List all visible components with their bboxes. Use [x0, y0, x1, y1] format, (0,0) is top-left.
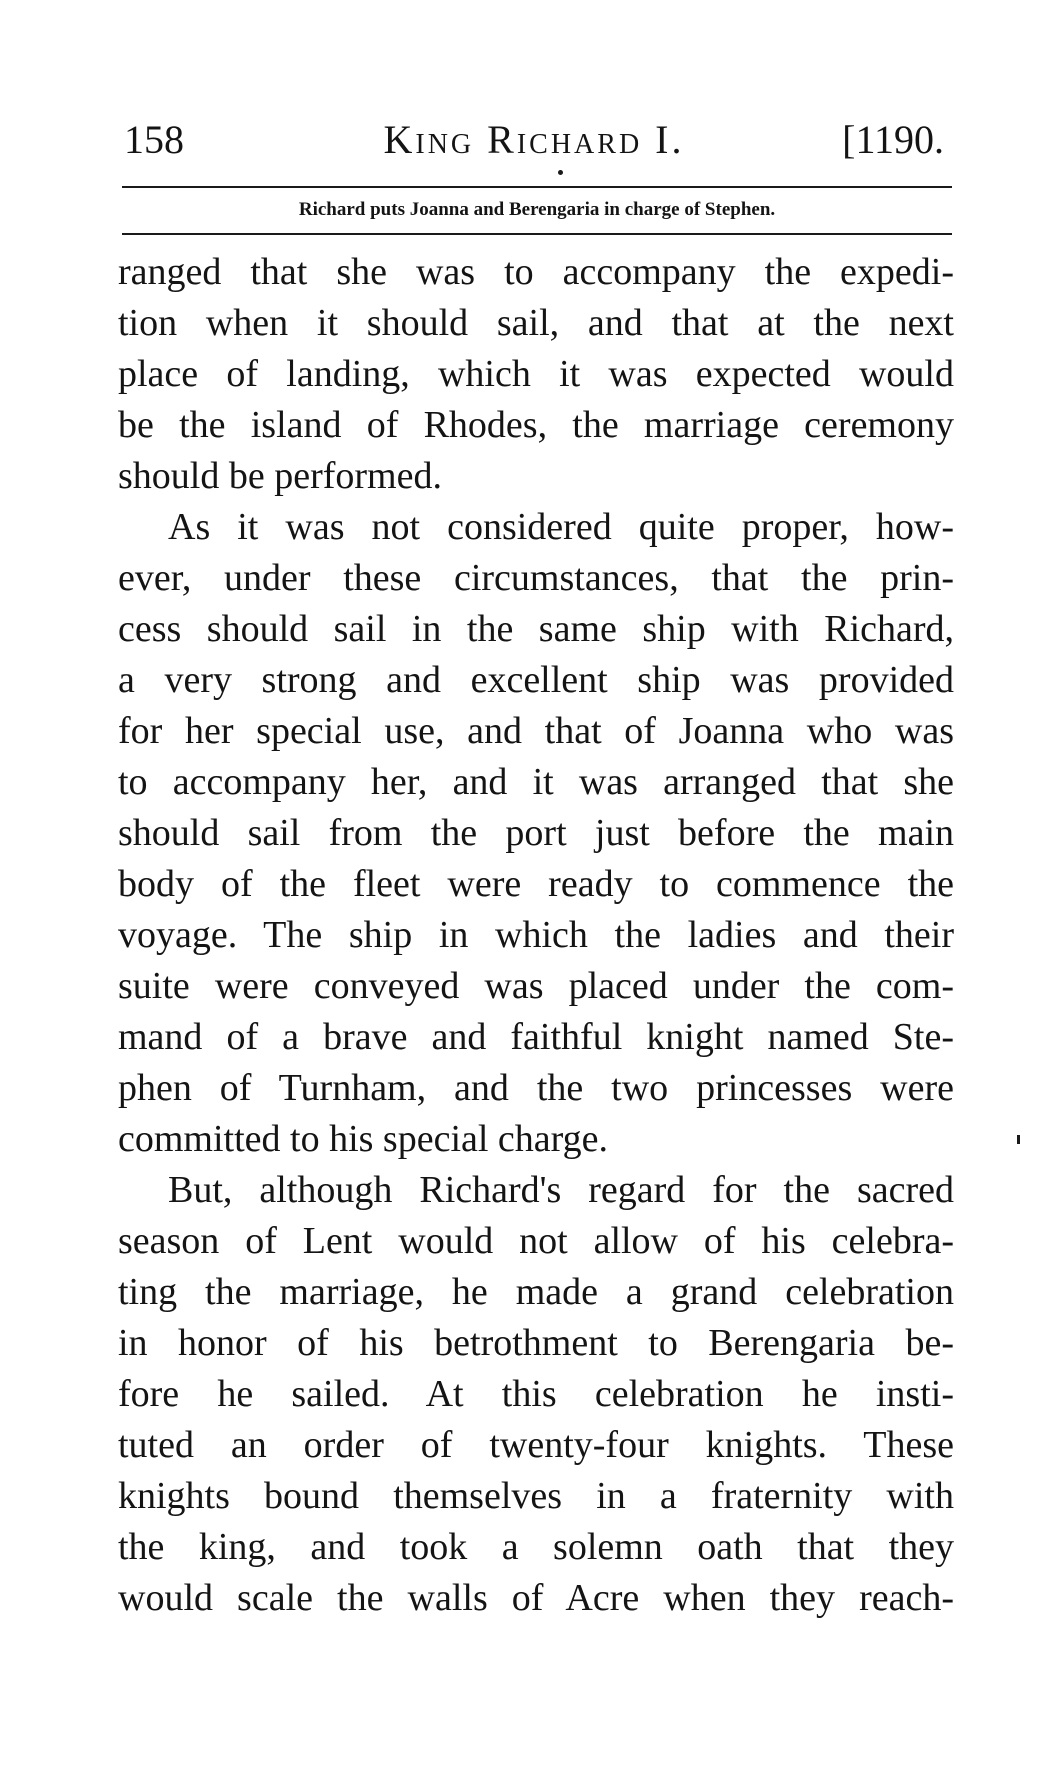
header-rule-top	[122, 186, 952, 188]
stray-ink-mark	[1017, 1135, 1020, 1144]
year-marker: [1190.	[842, 117, 944, 162]
text-line: in honor of his betrothment to Berengaria be-	[118, 1322, 954, 1364]
text-line: body of the fleet were ready to commence the	[118, 863, 954, 905]
text-line: As it was not considered quite proper, how-	[168, 506, 954, 548]
text-line: season of Lent would not allow of his celebra-	[118, 1220, 954, 1262]
text-line: to accompany her, and it was arranged that she	[118, 761, 954, 803]
text-line: knights bound themselves in a fraternity with	[118, 1475, 954, 1517]
text-line: would scale the walls of Acre when they reach-	[118, 1577, 954, 1619]
running-head	[116, 112, 952, 168]
text-line: mand of a brave and faithful knight named Ste-	[118, 1016, 954, 1058]
text-line: for her special use, and that of Joanna who was	[118, 710, 954, 752]
header-rule-bottom	[122, 233, 952, 235]
text-line: fore he sailed. At this celebration he insti-	[118, 1373, 954, 1415]
text-line: cess should sail in the same ship with Richard,	[118, 608, 954, 650]
text-line: be the island of Rhodes, the marriage ceremony	[118, 404, 954, 446]
text-line: ranged that she was to accompany the expedi-	[118, 251, 954, 293]
text-line: committed to his special charge.	[118, 1118, 608, 1160]
text-line: should sail from the port just before the main	[118, 812, 954, 854]
text-line: voyage. The ship in which the ladies and their	[118, 914, 954, 956]
body-text	[118, 247, 954, 1624]
text-line: a very strong and excellent ship was provided	[118, 659, 954, 701]
text-line: tuted an order of twenty-four knights. These	[118, 1424, 954, 1466]
text-line: ting the marriage, he made a grand celebration	[118, 1271, 954, 1313]
text-line: place of landing, which it was expected would	[118, 353, 954, 395]
text-line: tion when it should sail, and that at the next	[118, 302, 954, 344]
page-number: 158	[124, 117, 184, 162]
text-line: suite were conveyed was placed under the com-	[118, 965, 954, 1007]
text-line: ever, under these circumstances, that the prin-	[118, 557, 954, 599]
book-title: King Richard I.	[383, 117, 685, 162]
section-caption: Richard puts Joanna and Berengaria in charge of Stephen.	[298, 199, 776, 220]
text-line: the king, and took a solemn oath that they	[118, 1526, 954, 1568]
text-line: phen of Turnham, and the two princesses were	[118, 1067, 954, 1109]
text-line: But, although Richard's regard for the sacred	[168, 1169, 954, 1211]
center-dot-ornament	[558, 170, 563, 175]
text-line: should be performed.	[118, 455, 442, 497]
